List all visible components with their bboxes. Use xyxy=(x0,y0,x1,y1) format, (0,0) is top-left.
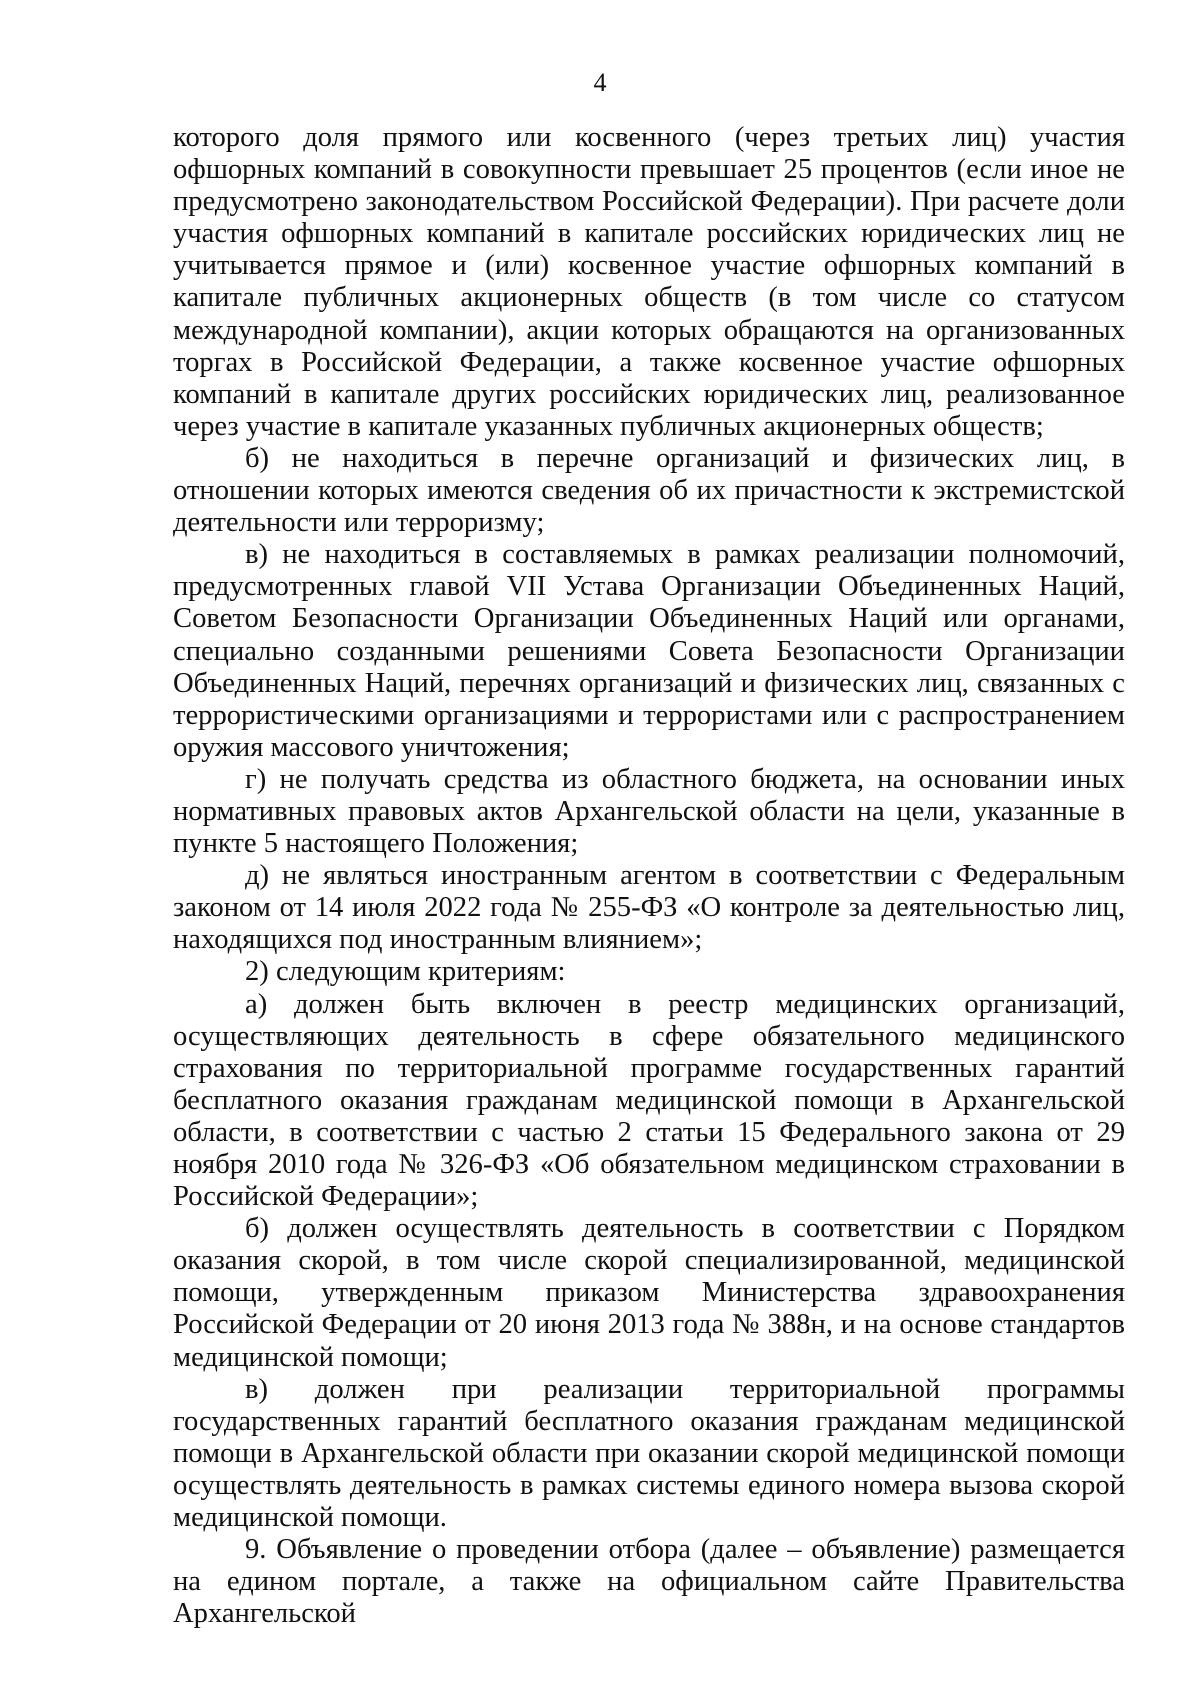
document-body xyxy=(173,122,1125,1630)
paragraph-item-v-un-lists: в) не находиться в составляемых в рамках реализации полномочий, предусмотренных главой VII Устава Организации Объединенных Наций, Советом Безопасности Организации Объединенных Наций или органами, специально созданными решениями Совета Безопасности Организации Объединенных Наций, перечнях организаций и физических лиц, связанных с террористическими организациями и террористами или с распространением оружия массового уничтожения; xyxy=(173,539,1125,763)
paragraph-criteria-heading: 2) следующим критериям: xyxy=(245,956,566,988)
paragraph-item-b-extremism: б) не находиться в перечне организаций и физических лиц, в отношении которых имеются сведения об их причастности к экстремистской деятельности или терроризму; xyxy=(173,442,1125,539)
paragraph-criterion-v-single-number: в) должен при реализации территориальной программы государственных гарантий бесплатного оказания гражданам медицинской помощи в Архангельской области при оказании скорой медицинской помощи осуществлять деятельность в рамках системы единого номера вызова скорой медицинской помощи. xyxy=(173,1373,1125,1534)
paragraph-item-g-budget: г) не получать средства из областного бюджета, на основании иных нормативных правовых актов Архангельской области на цели, указанные в пункте 5 настоящего Положения; xyxy=(173,763,1125,860)
paragraph-criterion-a-registry: а) должен быть включен в реестр медицинских организаций, осуществляющих деятельность в сфере обязательного медицинского страхования по территориальной программе государственных гарантий бесплатного оказания гражданам медицинской помощи в Архангельской области, в соответствии с частью 2 статьи 15 Федерального закона от 29 ноября 2010 года № 326-ФЗ «Об обязательном медицинском страховании в Российской Федерации»; xyxy=(173,988,1125,1213)
paragraph-item-d-foreign-agent: д) не являться иностранным агентом в соответствии с Федеральным законом от 14 июля 2022 года № 255-ФЗ «О контроле за деятельностью лиц, находящихся под иностранным влиянием»; xyxy=(173,860,1125,956)
paragraph-criterion-b-procedure: б) должен осуществлять деятельность в соответствии с Порядком оказания скорой, в том числе скорой специализированной, медицинской помощи, утвержденным приказом Министерства здравоохранения Российской Федерации от 20 июня 2013 года № 388н, и на основе стандартов медицинской помощи; xyxy=(173,1213,1125,1373)
page-number: 4 xyxy=(593,68,607,97)
paragraph-9-announcement: 9. Объявление о проведении отбора (далее – объявление) размещается на едином портале, а также на официальном сайте Правительства Архангельской xyxy=(173,1534,1125,1630)
paragraph-offshore-continuation: которого доля прямого или косвенного (через третьих лиц) участия офшорных компаний в совокупности превышает 25 процентов (если иное не предусмотрено законодательством Российской Федерации). При расчете доли участия офшорных компаний в капитале российских юридических лиц не учитывается прямое и (или) косвенное участие офшорных компаний в капитале публичных акционерных обществ (в том числе со статусом международной компании), акции которых обращаются на организованных торгах в Российской Федерации, а также косвенное участие офшорных компаний в капитале других российских юридических лиц, реализованное через участие в капитале указанных публичных акционерных обществ; xyxy=(173,122,1125,442)
